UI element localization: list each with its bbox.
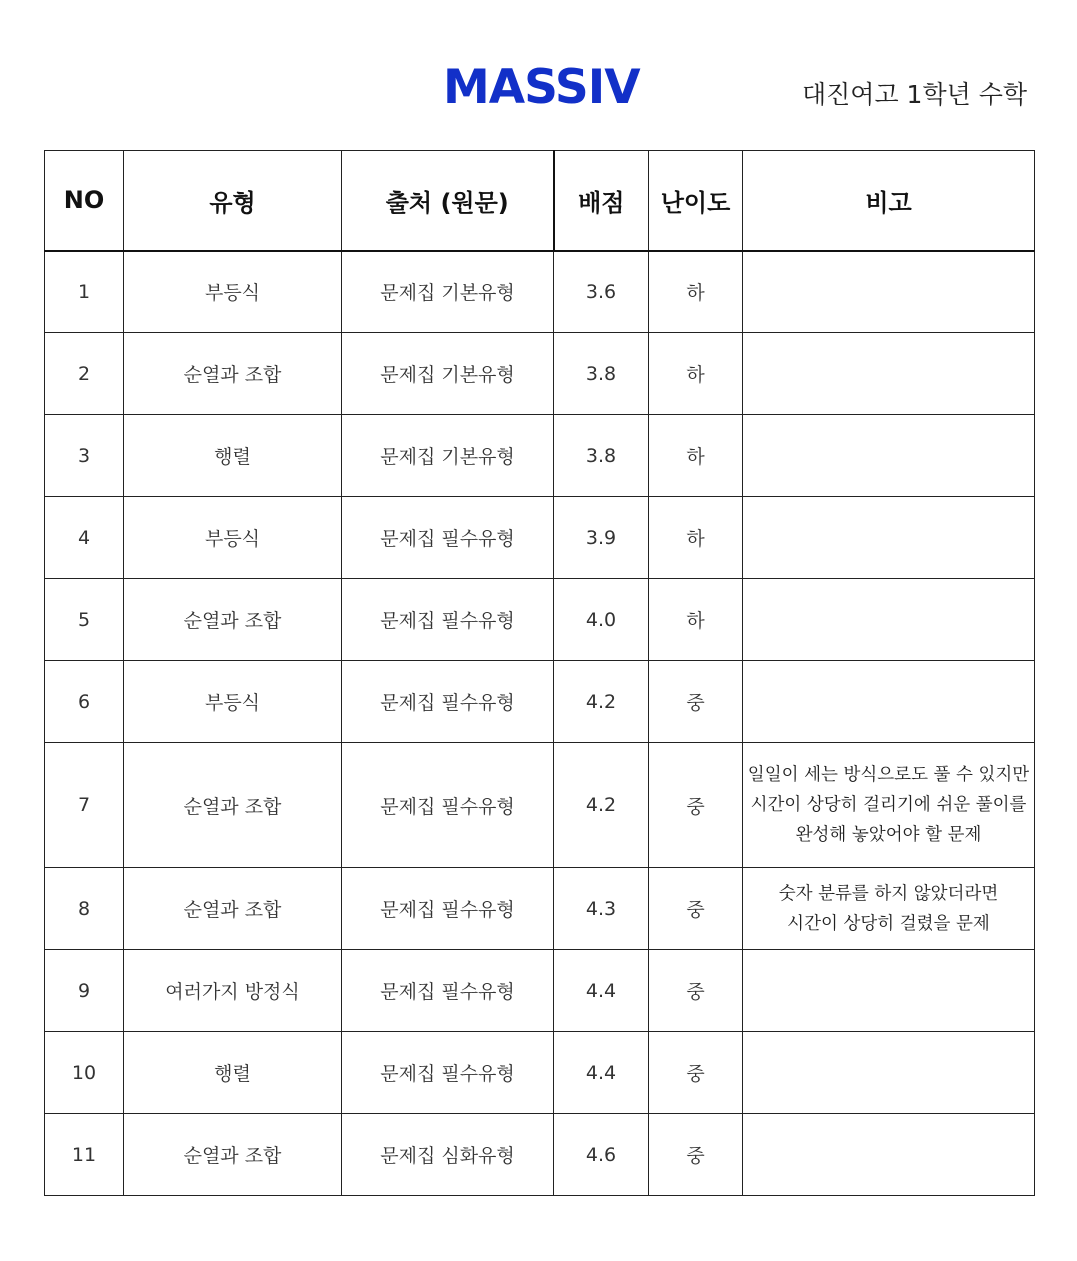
row-no-cell: 7 <box>45 743 124 868</box>
row-type-cell: 행렬 <box>124 1032 342 1114</box>
column-header-source: 출처 (원문) <box>342 151 554 251</box>
row-type-cell: 순열과 조합 <box>124 579 342 661</box>
row-note-cell <box>743 333 1035 415</box>
row-type-cell: 행렬 <box>124 415 342 497</box>
table-row <box>45 579 1035 661</box>
row-type-cell: 부등식 <box>124 661 342 743</box>
column-header-difficulty: 난이도 <box>649 151 743 251</box>
row-note-cell <box>743 950 1035 1032</box>
exam-analysis-table <box>44 150 1035 1196</box>
table-row <box>45 1114 1035 1196</box>
row-difficulty-cell: 하 <box>649 497 743 579</box>
row-difficulty-cell: 하 <box>649 333 743 415</box>
row-source-cell: 문제집 기본유형 <box>342 415 554 497</box>
table-row <box>45 497 1035 579</box>
row-score-cell: 3.8 <box>554 333 649 415</box>
column-header-type: 유형 <box>124 151 342 251</box>
row-no-cell: 2 <box>45 333 124 415</box>
note-line: 완성해 놓았어야 할 문제 <box>795 825 982 845</box>
massiv-logo: MASSIV <box>443 60 640 115</box>
row-note-cell <box>743 868 1035 950</box>
row-source-cell: 문제집 필수유형 <box>342 497 554 579</box>
row-note-cell <box>743 579 1035 661</box>
row-source-cell: 문제집 심화유형 <box>342 1114 554 1196</box>
row-difficulty-cell: 중 <box>649 661 743 743</box>
row-note-cell <box>743 1114 1035 1196</box>
row-note-cell <box>743 251 1035 333</box>
row-score-cell: 3.8 <box>554 415 649 497</box>
row-note-cell <box>743 661 1035 743</box>
row-difficulty-cell: 중 <box>649 950 743 1032</box>
row-difficulty-cell: 중 <box>649 743 743 868</box>
row-score-cell: 4.2 <box>554 743 649 868</box>
row-no-cell: 5 <box>45 579 124 661</box>
column-header-note: 비고 <box>743 151 1035 251</box>
row-type-cell: 부등식 <box>124 251 342 333</box>
table-header-row <box>45 151 1035 251</box>
row-score-cell: 4.4 <box>554 950 649 1032</box>
row-source-cell: 문제집 기본유형 <box>342 251 554 333</box>
row-no-cell: 11 <box>45 1114 124 1196</box>
row-note-cell <box>743 497 1035 579</box>
row-type-cell: 순열과 조합 <box>124 333 342 415</box>
table-row <box>45 415 1035 497</box>
row-no-cell: 10 <box>45 1032 124 1114</box>
row-score-cell: 4.4 <box>554 1032 649 1114</box>
row-difficulty-cell: 하 <box>649 251 743 333</box>
row-no-cell: 3 <box>45 415 124 497</box>
table-row <box>45 743 1035 868</box>
row-note-cell <box>743 743 1035 868</box>
row-score-cell: 4.2 <box>554 661 649 743</box>
note-line: 일일이 세는 방식으로도 풀 수 있지만 <box>747 765 1030 785</box>
row-type-cell: 부등식 <box>124 497 342 579</box>
row-no-cell: 4 <box>45 497 124 579</box>
row-no-cell: 8 <box>45 868 124 950</box>
table-row <box>45 661 1035 743</box>
row-score-cell: 3.6 <box>554 251 649 333</box>
row-no-cell: 1 <box>45 251 124 333</box>
row-source-cell: 문제집 필수유형 <box>342 1032 554 1114</box>
row-difficulty-cell: 중 <box>649 1032 743 1114</box>
row-source-cell: 문제집 필수유형 <box>342 661 554 743</box>
note-line: 시간이 상당히 걸렸을 문제 <box>787 913 990 934</box>
row-difficulty-cell: 중 <box>649 868 743 950</box>
table-row <box>45 868 1035 950</box>
row-difficulty-cell: 중 <box>649 1114 743 1196</box>
column-header-score: 배점 <box>554 151 649 251</box>
row-source-cell: 문제집 기본유형 <box>342 333 554 415</box>
row-score-cell: 4.6 <box>554 1114 649 1196</box>
row-score-cell: 4.3 <box>554 868 649 950</box>
row-type-cell: 순열과 조합 <box>124 868 342 950</box>
note-line: 시간이 상당히 걸리기에 쉬운 풀이를 <box>750 795 1027 815</box>
page-subtitle: 대진여고 1학년 수학 <box>802 80 1027 109</box>
row-type-cell: 순열과 조합 <box>124 1114 342 1196</box>
note-line: 숫자 분류를 하지 않았더라면 <box>778 883 999 904</box>
row-score-cell: 3.9 <box>554 497 649 579</box>
table-row <box>45 251 1035 333</box>
row-score-cell: 4.0 <box>554 579 649 661</box>
row-type-cell: 여러가지 방정식 <box>124 950 342 1032</box>
row-note-cell <box>743 415 1035 497</box>
row-source-cell: 문제집 필수유형 <box>342 868 554 950</box>
row-note-cell <box>743 1032 1035 1114</box>
row-difficulty-cell: 하 <box>649 579 743 661</box>
table-row <box>45 950 1035 1032</box>
row-source-cell: 문제집 필수유형 <box>342 579 554 661</box>
row-type-cell: 순열과 조합 <box>124 743 342 868</box>
row-source-cell: 문제집 필수유형 <box>342 950 554 1032</box>
row-no-cell: 9 <box>45 950 124 1032</box>
table-row <box>45 1032 1035 1114</box>
row-no-cell: 6 <box>45 661 124 743</box>
row-difficulty-cell: 하 <box>649 415 743 497</box>
column-header-no: NO <box>45 151 124 251</box>
table-body <box>45 251 1035 1196</box>
row-source-cell: 문제집 필수유형 <box>342 743 554 868</box>
table-row <box>45 333 1035 415</box>
